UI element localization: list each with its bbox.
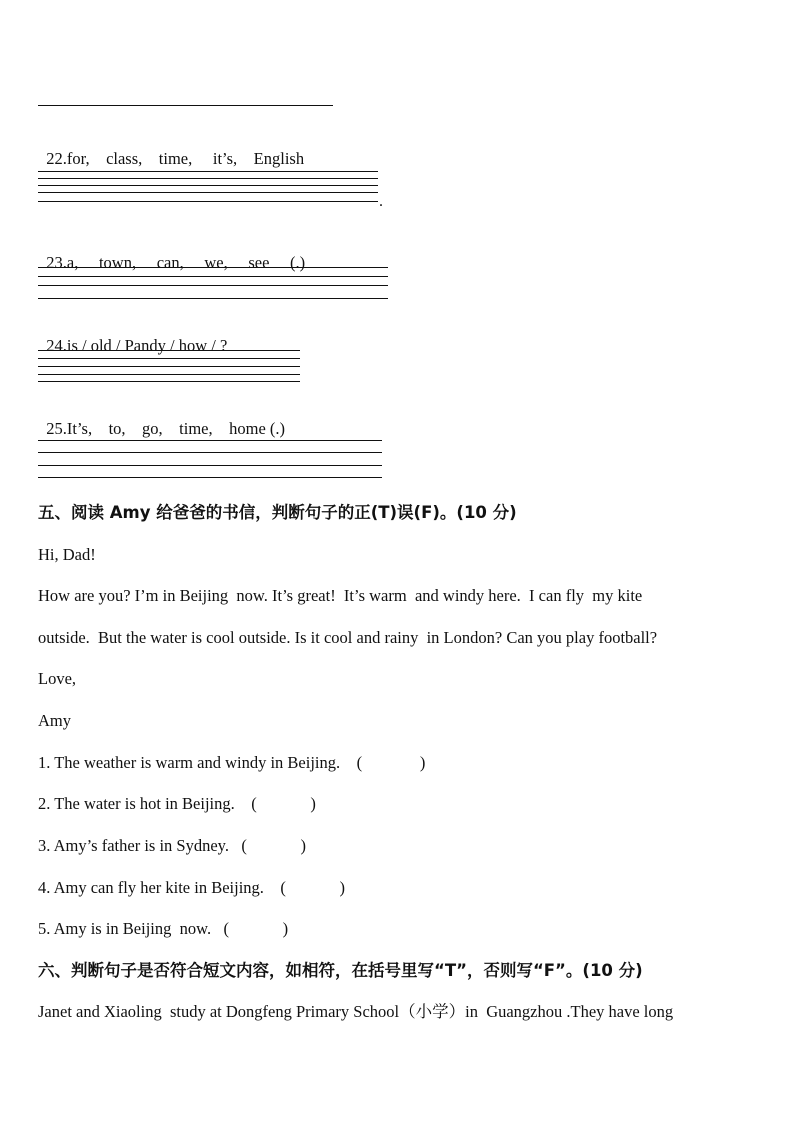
letter-signature: Amy <box>38 711 71 730</box>
answer-line[interactable] <box>38 465 382 466</box>
true-false-item[interactable]: 4. Amy can fly her kite in Beijing. ( ) <box>38 878 346 897</box>
answer-line[interactable] <box>38 105 333 106</box>
letter-line: outside. But the water is cool outside. Is it cool and rainy in London? Can you play football? <box>38 628 658 647</box>
answer-line[interactable] <box>38 185 378 186</box>
sentence-period: . <box>379 193 383 210</box>
true-false-item[interactable]: 3. Amy’s father is in Sydney. ( ) <box>38 836 306 855</box>
answer-line[interactable] <box>38 276 388 277</box>
question-number: 23. <box>46 253 67 272</box>
section-5-heading: 五、阅读 Amy 给爸爸的书信，判断句子的正(T)误(F)。(10 分) <box>38 503 517 522</box>
question-22 <box>38 129 304 169</box>
answer-line[interactable] <box>38 452 382 453</box>
question-words: a, town, can, we, see (.) <box>66 253 306 272</box>
answer-line[interactable] <box>38 381 300 382</box>
section-6-heading: 六、判断句子是否符合短文内容，如相符，在括号里写“T”，否则写“F”。(10 分) <box>38 961 643 980</box>
letter-closing: Love, <box>38 669 77 688</box>
question-words: It’s, to, go, time, home (.) <box>66 419 286 438</box>
letter-greeting: Hi, Dad! <box>38 545 96 564</box>
answer-line[interactable] <box>38 171 378 172</box>
true-false-item[interactable]: 1. The weather is warm and windy in Beijing. ( ) <box>38 753 426 772</box>
answer-line[interactable] <box>38 201 378 202</box>
answer-line[interactable] <box>38 192 378 193</box>
answer-line[interactable] <box>38 477 382 478</box>
question-words: is / old / Pandy / how / ? <box>66 336 228 355</box>
answer-line[interactable] <box>38 178 378 179</box>
answer-line[interactable] <box>38 374 300 375</box>
question-25 <box>38 399 285 439</box>
answer-line[interactable] <box>38 298 388 299</box>
question-words: for, class, time, it’s, English <box>66 149 305 168</box>
letter-line: How are you? I’m in Beijing now. It’s great! It’s warm and windy here. I can fly my kite <box>38 586 643 605</box>
answer-line[interactable] <box>38 267 388 268</box>
question-number: 24. <box>46 336 67 355</box>
true-false-item[interactable]: 2. The water is hot in Beijing. ( ) <box>38 794 316 813</box>
answer-line[interactable] <box>38 366 300 367</box>
answer-line[interactable] <box>38 358 300 359</box>
question-number: 25. <box>46 419 67 438</box>
passage-line: Janet and Xiaoling study at Dongfeng Primary School（小学）in Guangzhou .They have long <box>38 1002 674 1021</box>
question-number: 22. <box>46 149 67 168</box>
true-false-item[interactable]: 5. Amy is in Beijing now. ( ) <box>38 919 289 938</box>
answer-line[interactable] <box>38 285 388 286</box>
answer-line[interactable] <box>38 440 382 441</box>
answer-line[interactable] <box>38 350 300 351</box>
